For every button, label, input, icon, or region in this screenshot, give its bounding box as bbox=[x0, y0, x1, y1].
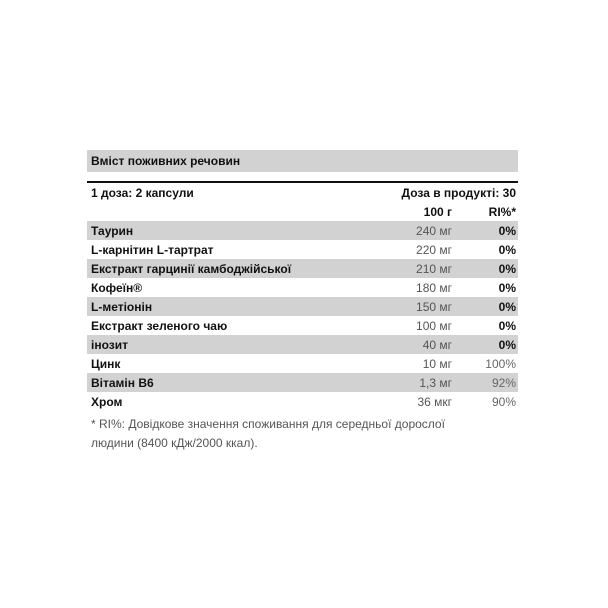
nutrient-ri: 0% bbox=[498, 299, 516, 314]
nutrient-amount: 10 мг bbox=[422, 356, 452, 371]
nutrient-name: Таурин bbox=[91, 223, 134, 238]
nutrient-name: Вітамін B6 bbox=[91, 375, 154, 390]
table-row bbox=[87, 221, 518, 240]
table-row bbox=[87, 373, 518, 392]
nutrient-amount: 220 мг bbox=[416, 242, 452, 257]
nutrient-amount: 210 мг bbox=[416, 261, 452, 276]
nutrient-ri: 0% bbox=[498, 242, 516, 257]
serving-size: 1 доза: 2 капсули bbox=[91, 185, 194, 200]
table-row bbox=[87, 259, 518, 278]
nutrient-amount: 1,3 мг bbox=[419, 375, 452, 390]
table-row bbox=[87, 278, 518, 297]
table-title: Вміст поживних речовин bbox=[87, 150, 518, 172]
servings-per-product: Доза в продукті: 30 bbox=[401, 185, 516, 200]
table-row bbox=[87, 354, 518, 373]
serving-row bbox=[87, 183, 518, 202]
nutrient-ri: 0% bbox=[498, 280, 516, 295]
column-header-ri: RI%* bbox=[488, 204, 516, 219]
nutrient-name: L-карнітин L-тартрат bbox=[91, 242, 214, 257]
nutrient-name: Екстракт гарцинії камбоджійської bbox=[91, 261, 292, 276]
table-row bbox=[87, 335, 518, 354]
nutrient-amount: 40 мг bbox=[422, 337, 452, 352]
table-row bbox=[87, 392, 518, 411]
column-header-amount: 100 г bbox=[423, 204, 452, 219]
nutrient-name: інозит bbox=[91, 337, 128, 352]
nutrient-amount: 36 мкг bbox=[417, 394, 452, 409]
nutrient-amount: 240 мг bbox=[416, 223, 452, 238]
nutrient-name: Екстракт зеленого чаю bbox=[91, 318, 228, 333]
nutrient-name: Цинк bbox=[91, 356, 121, 371]
table-row bbox=[87, 316, 518, 335]
table-row bbox=[87, 297, 518, 316]
spacer bbox=[87, 172, 518, 181]
table-row bbox=[87, 240, 518, 259]
nutrient-amount: 180 мг bbox=[416, 280, 452, 295]
nutrition-table bbox=[87, 150, 518, 453]
nutrient-ri: 0% bbox=[498, 223, 516, 238]
nutrient-name: L-метіонін bbox=[91, 299, 153, 314]
nutrient-ri: 0% bbox=[498, 337, 516, 352]
nutrient-ri: 92% bbox=[491, 375, 516, 390]
column-header-row bbox=[87, 202, 518, 221]
nutrient-amount: 100 мг bbox=[416, 318, 452, 333]
nutrient-amount: 150 мг bbox=[416, 299, 452, 314]
nutrient-name: Кофеїн® bbox=[91, 280, 143, 295]
nutrient-ri: 0% bbox=[498, 318, 516, 333]
nutrient-name: Хром bbox=[91, 394, 123, 409]
nutrient-ri: 100% bbox=[485, 356, 516, 371]
footnote: * RI%: Довідкове значення споживання для середньої дорослої людини (8400 кДж/2000 ккал). bbox=[91, 417, 445, 450]
nutrient-ri: 90% bbox=[491, 394, 516, 409]
nutrient-ri: 0% bbox=[498, 261, 516, 276]
